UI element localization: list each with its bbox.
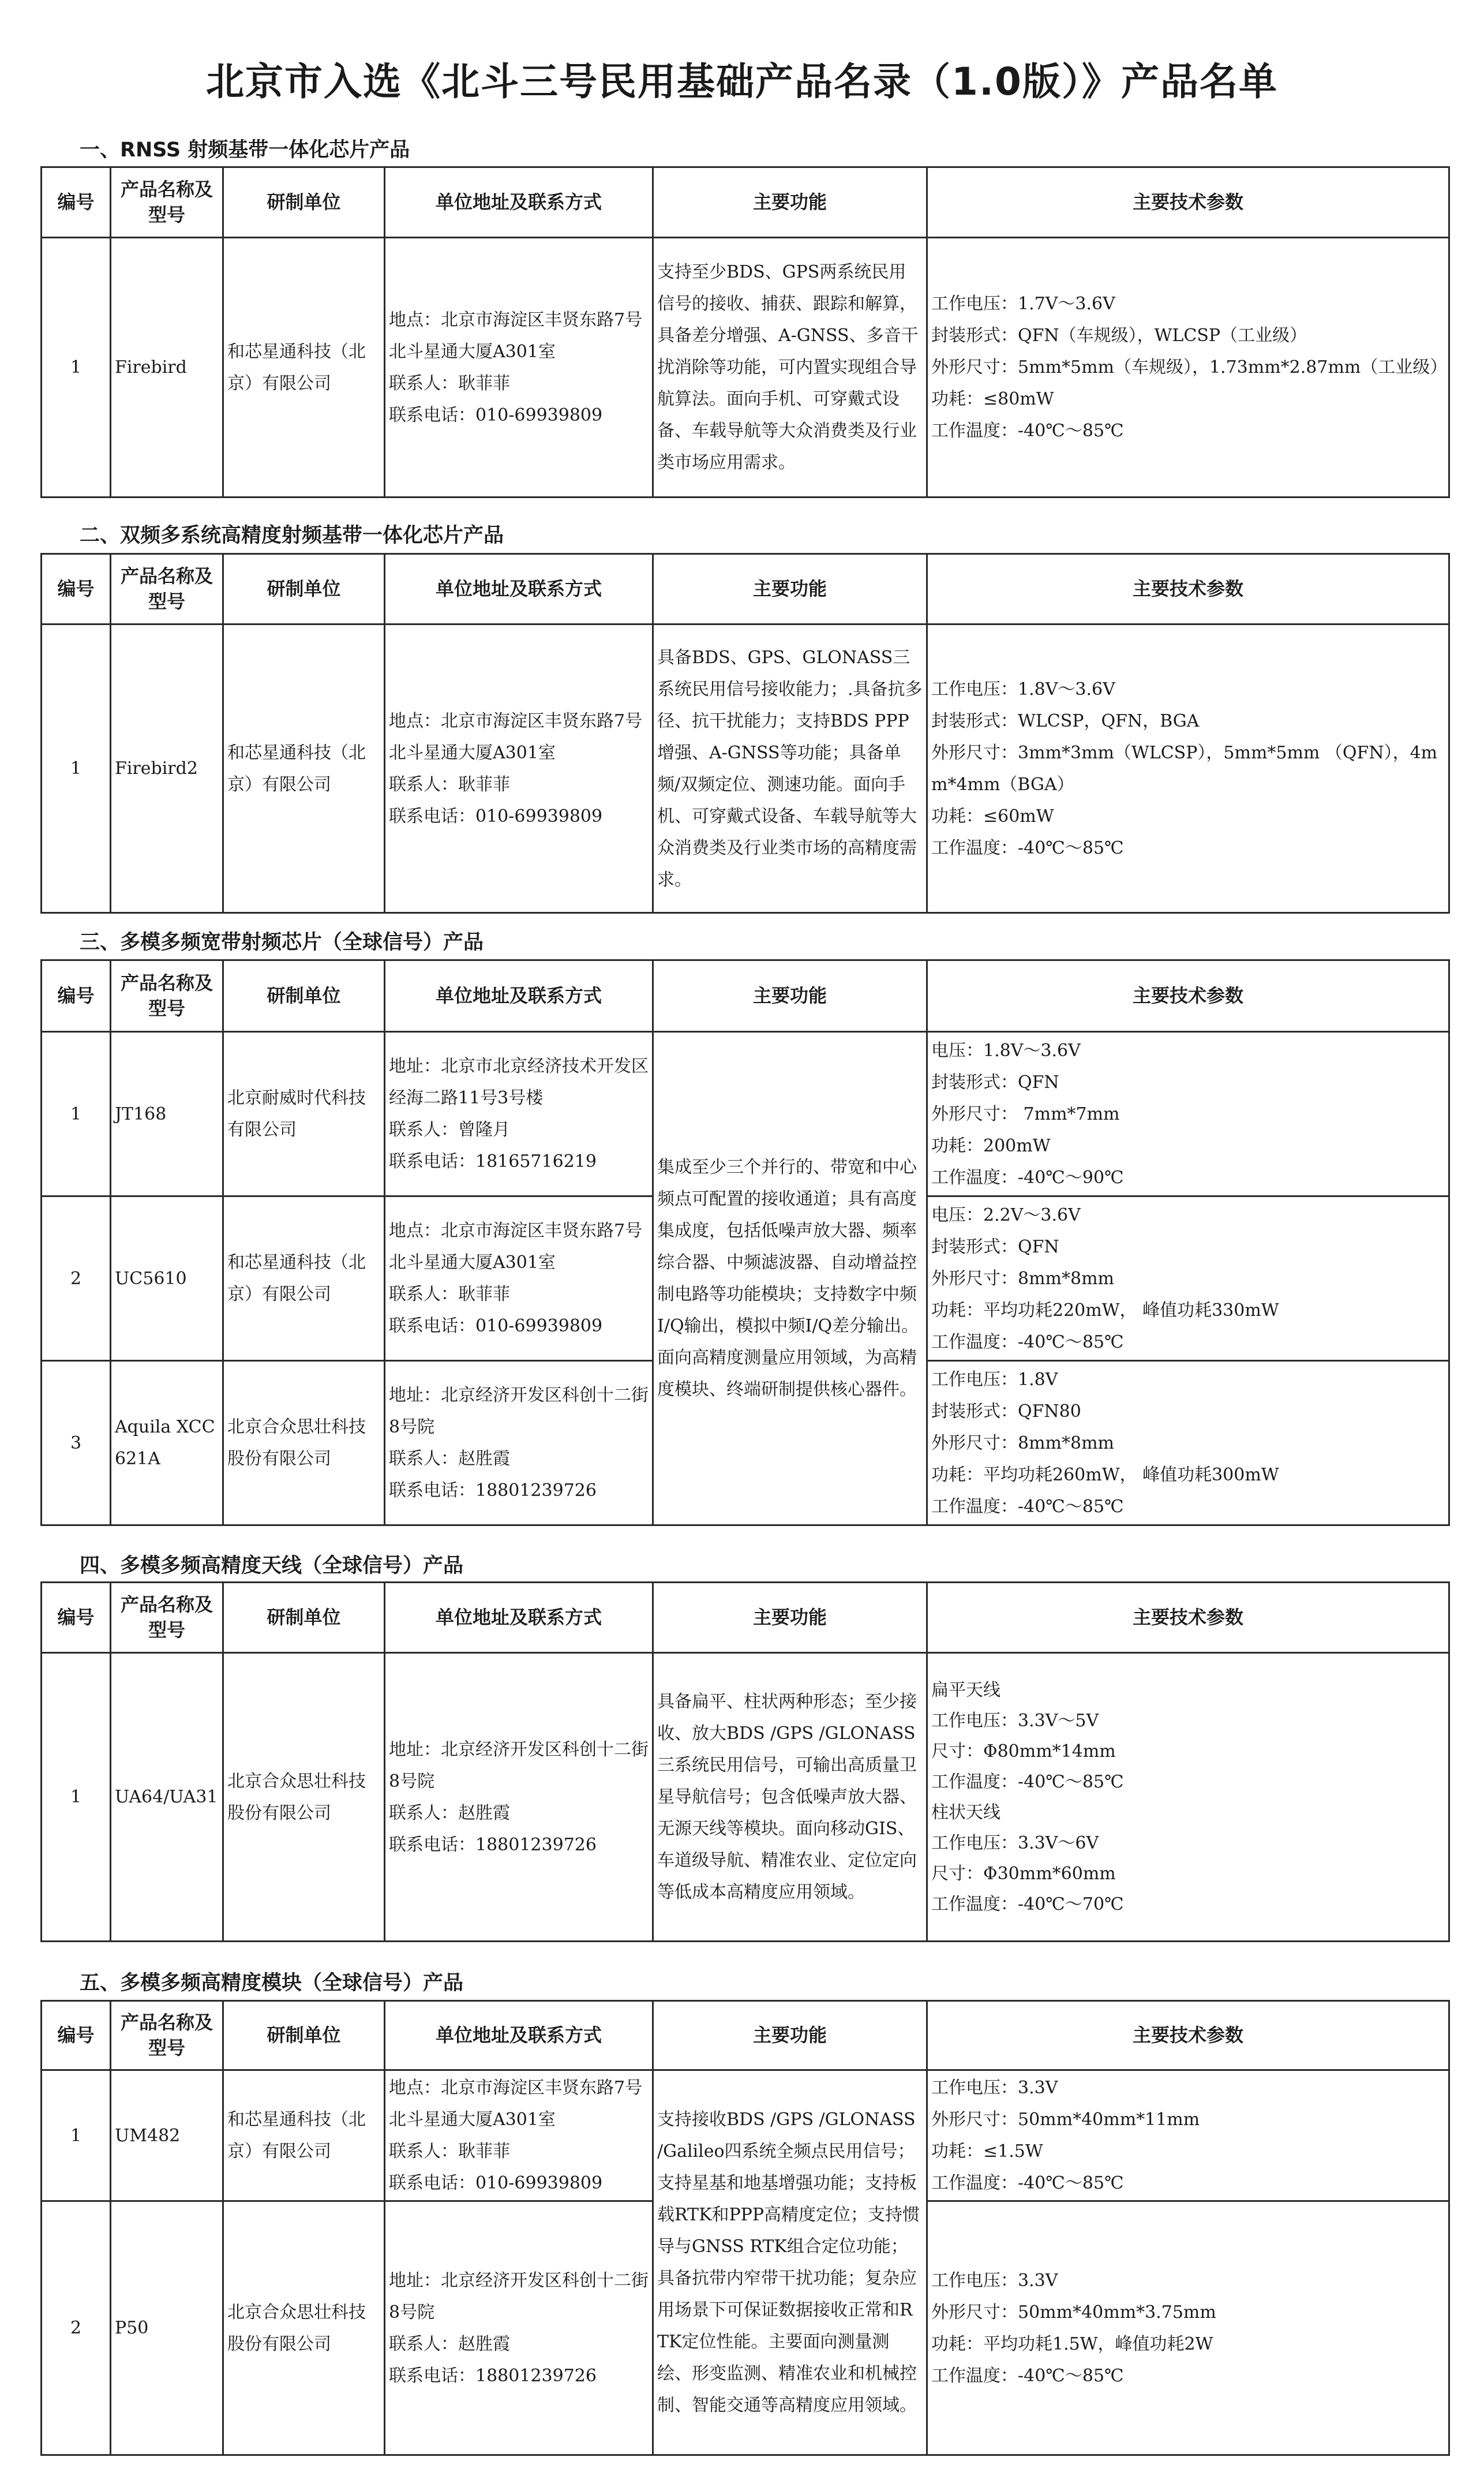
spec-line: 工作电压：1.7V～3.6V: [931, 294, 1115, 314]
row-number: 2: [42, 2201, 111, 2455]
tech-params: [927, 1653, 1449, 1942]
address-line: 地点：北京市海淀区丰贤东路7号北斗星通大厦A301室: [389, 1221, 643, 1273]
section-heading-1: 一、RNSS 射频基带一体化芯片产品: [80, 139, 410, 162]
product-table-2: [40, 553, 1450, 914]
spec-line: 外形尺寸：50mm*40mm*11mm: [931, 2110, 1200, 2130]
contact-phone: 联系电话：010-69939809: [389, 806, 603, 827]
table-header-row: [42, 960, 1449, 1032]
contact-info: [385, 1196, 653, 1361]
product-table-4: [40, 1581, 1450, 1942]
header-unit: 研制单位: [223, 554, 385, 624]
header-no: 编号: [42, 960, 111, 1032]
contact-info: [385, 624, 653, 913]
spec-line: 工作温度：-40℃～85℃: [931, 1332, 1124, 1352]
header-unit: 研制单位: [223, 167, 385, 238]
contact-person: 联系人：耿菲菲: [389, 2141, 510, 2161]
header-no: 编号: [42, 2001, 111, 2070]
tech-params: [927, 238, 1449, 498]
contact-phone: 联系电话：18801239726: [389, 1834, 597, 1855]
spec-line: 工作温度：-40℃～90℃: [931, 1167, 1124, 1188]
product-model: UA64/UA31: [111, 1653, 223, 1942]
header-params: 主要技术参数: [927, 2001, 1449, 2070]
spec-line: 电压：2.2V～3.6V: [931, 1205, 1081, 1225]
spec-line: 工作电压：3.3V: [931, 2078, 1058, 2098]
spec-line: 封装形式：QFN80: [931, 1401, 1081, 1422]
spec-line: 工作电压：3.3V～6V: [931, 1833, 1099, 1853]
spec-line: 工作温度：-40℃～85℃: [931, 2173, 1124, 2193]
header-params: 主要技术参数: [927, 554, 1449, 624]
address-line: 地点：北京市海淀区丰贤东路7号北斗星通大厦A301室: [389, 710, 643, 763]
header-contact: 单位地址及联系方式: [385, 167, 653, 238]
product-model: UM482: [111, 2070, 223, 2201]
contact-phone: 联系电话：18801239726: [389, 2365, 597, 2386]
tech-params: [927, 1196, 1449, 1361]
spec-line: 工作电压：3.3V: [931, 2270, 1058, 2291]
spec-line: 封装形式：WLCSP，QFN，BGA: [931, 710, 1200, 731]
section-heading-3: 三、多模多频宽带射频芯片（全球信号）产品: [80, 931, 484, 954]
spec-line: 外形尺寸：5mm*5mm（车规级），1.73mm*2.87mm（工业级）: [931, 357, 1448, 377]
spec-line: 功耗：平均功耗1.5W，峰值功耗2W: [931, 2333, 1213, 2354]
header-contact: 单位地址及联系方式: [385, 554, 653, 624]
spec-line: 工作温度：-40℃～85℃: [931, 837, 1124, 858]
spec-line: 工作温度：-40℃～85℃: [931, 1496, 1124, 1517]
contact-person: 联系人：赵胜霞: [389, 1802, 510, 1823]
row-number: 1: [42, 2070, 111, 2201]
spec-line: 外形尺寸：8mm*8mm: [931, 1268, 1114, 1289]
page-title: 北京市入选《北斗三号民用基础产品名录（1.0版）》产品名单: [206, 59, 1278, 104]
spec-line: 工作电压：3.3V～5V: [931, 1710, 1099, 1731]
contact-phone: 联系电话：18801239726: [389, 1480, 597, 1501]
spec-line: 封装形式：QFN（车规级），WLCSP（工业级）: [931, 326, 1307, 346]
table-header-row: [42, 2001, 1449, 2070]
product-table-3: [40, 959, 1450, 1526]
header-unit: 研制单位: [223, 2001, 385, 2070]
spec-line: 外形尺寸：3mm*3mm（WLCSP），5mm*5mm （QFN），4mm*4mm（BGA）: [931, 742, 1438, 795]
table-header-row: [42, 554, 1449, 624]
spec-line: 功耗：平均功耗220mW， 峰值功耗330mW: [931, 1300, 1279, 1321]
header-params: 主要技术参数: [927, 167, 1449, 238]
header-function: 主要功能: [653, 960, 927, 1032]
address-line: 地址：北京经济开发区科创十二街8号院: [389, 1385, 649, 1437]
product-model: JT168: [111, 1032, 223, 1196]
developer-unit: 北京合众思壮科技股份有限公司: [223, 1361, 385, 1525]
table-row: [42, 1032, 1449, 1196]
contact-person: 联系人：耿菲菲: [389, 1284, 510, 1304]
developer-unit: 和芯星通科技（北京）有限公司: [223, 1196, 385, 1361]
header-params: 主要技术参数: [927, 1583, 1449, 1653]
product-model: Aquila XCC621A: [111, 1361, 223, 1525]
spec-line: 工作电压：1.8V: [931, 1369, 1058, 1390]
address-line: 地址：北京市北京经济技术开发区经海二路11号3号楼: [389, 1056, 649, 1108]
contact-person: 联系人：耿菲菲: [389, 774, 510, 795]
developer-unit: 北京合众思壮科技股份有限公司: [223, 2201, 385, 2455]
table-row: [42, 238, 1449, 498]
main-function: 具备BDS、GPS、GLONASS三系统民用信号接收能力；.具备抗多径、抗干扰能力；支持BDS PPP增强、A-GNSS等功能；具备单频/双频定位、测速功能。面向手机、可穿戴式设备、车载导航等大众消费类及行业类市场的高精度需求。: [653, 624, 927, 913]
spec-line: 封装形式：QFN: [931, 1072, 1059, 1093]
row-number: 1: [42, 238, 111, 498]
spec-line: 外形尺寸：8mm*8mm: [931, 1433, 1114, 1453]
main-function: 支持至少BDS、GPS两系统民用信号的接收、捕获、跟踪和解算，具备差分增强、A-GNSS、多音干扰消除等功能，可内置实现组合导航算法。面向手机、可穿戴式设备、车载导航等大众消费类及行业类市场应用需求。: [653, 238, 927, 498]
contact-person: 联系人：耿菲菲: [389, 373, 510, 394]
spec-line: 尺寸：Φ30mm*60mm: [931, 1863, 1116, 1884]
product-model: Firebird: [111, 238, 223, 498]
spec-line: 工作温度：-40℃～85℃: [931, 421, 1124, 441]
header-function: 主要功能: [653, 1583, 927, 1653]
product-model: Firebird2: [111, 624, 223, 913]
table-row: [42, 1653, 1449, 1942]
spec-line: 功耗：≤1.5W: [931, 2141, 1043, 2161]
product-model: UC5610: [111, 1196, 223, 1361]
header-no: 编号: [42, 1583, 111, 1653]
header-function: 主要功能: [653, 2001, 927, 2070]
address-line: 地址：北京经济开发区科创十二街8号院: [389, 1739, 649, 1792]
tech-params: [927, 1361, 1449, 1525]
spec-line: 柱状天线: [931, 1802, 1000, 1823]
header-product: 产品名称及型号: [111, 960, 223, 1032]
header-unit: 研制单位: [223, 960, 385, 1032]
section-heading-2: 二、双频多系统高精度射频基带一体化芯片产品: [80, 524, 504, 547]
spec-line: 功耗：≤80mW: [931, 389, 1054, 409]
spec-line: 工作电压：1.8V～3.6V: [931, 679, 1115, 700]
table-header-row: [42, 1583, 1449, 1653]
contact-phone: 联系电话：010-69939809: [389, 1316, 603, 1336]
header-contact: 单位地址及联系方式: [385, 960, 653, 1032]
header-contact: 单位地址及联系方式: [385, 2001, 653, 2070]
header-unit: 研制单位: [223, 1583, 385, 1653]
header-params: 主要技术参数: [927, 960, 1449, 1032]
spec-line: 外形尺寸： 7mm*7mm: [931, 1104, 1120, 1124]
spec-line: 扁平天线: [931, 1680, 1000, 1700]
tech-params: [927, 2070, 1449, 2201]
product-table-1: [40, 166, 1450, 498]
row-number: 3: [42, 1361, 111, 1525]
contact-info: [385, 238, 653, 498]
row-number: 1: [42, 1032, 111, 1196]
main-function: 具备扁平、柱状两种形态；至少接收、放大BDS /GPS /GLONASS三系统民用信号，可输出高质量卫星导航信号；包含低噪声放大器、无源天线等模块。面向移动GIS、车道级导航、精准农业、定位定向等低成本高精度应用领域。: [653, 1653, 927, 1942]
spec-line: 封装形式：QFN: [931, 1236, 1059, 1257]
contact-info: [385, 1032, 653, 1196]
contact-info: [385, 2070, 653, 2201]
spec-line: 外形尺寸：50mm*40mm*3.75mm: [931, 2302, 1216, 2323]
header-product: 产品名称及型号: [111, 167, 223, 238]
section-heading-4: 四、多模多频高精度天线（全球信号）产品: [80, 1554, 464, 1577]
product-table-5: [40, 2000, 1450, 2456]
contact-phone: 联系电话：010-69939809: [389, 405, 603, 425]
contact-info: [385, 1361, 653, 1525]
developer-unit: 和芯星通科技（北京）有限公司: [223, 2070, 385, 2201]
tech-params: [927, 1032, 1449, 1196]
header-function: 主要功能: [653, 167, 927, 238]
spec-line: 功耗：平均功耗260mW， 峰值功耗300mW: [931, 1464, 1279, 1485]
table-row: [42, 2070, 1449, 2201]
spec-line: 工作温度：-40℃～85℃: [931, 2365, 1124, 2386]
header-product: 产品名称及型号: [111, 554, 223, 624]
main-function: 支持接收BDS /GPS /GLONASS /Galileo四系统全频点民用信号；支持星基和地基增强功能；支持板载RTK和PPP高精度定位；支持惯导与GNSS RTK组合定位功能；具备抗带内窄带干扰功能；复杂应用场景下可保证数据接收正常和RTK定位性能。主要面向测量测绘、形变监测、精准农业和机械控制、智能交通等高精度应用领域。: [653, 2070, 927, 2455]
row-number: 1: [42, 624, 111, 913]
table-header-row: [42, 167, 1449, 238]
contact-info: [385, 2201, 653, 2455]
table-row: [42, 624, 1449, 913]
section-heading-5: 五、多模多频高精度模块（全球信号）产品: [80, 1972, 464, 1995]
spec-line: 功耗：200mW: [931, 1135, 1051, 1156]
header-contact: 单位地址及联系方式: [385, 1583, 653, 1653]
product-model: P50: [111, 2201, 223, 2455]
row-number: 1: [42, 1653, 111, 1942]
spec-line: 工作温度：-40℃～85℃: [931, 1771, 1124, 1792]
spec-line: 工作温度：-40℃～70℃: [931, 1894, 1124, 1914]
spec-line: 尺寸：Φ80mm*14mm: [931, 1741, 1116, 1762]
address-line: 地址：北京经济开发区科创十二街8号院: [389, 2270, 649, 2323]
header-no: 编号: [42, 167, 111, 238]
tech-params: [927, 2201, 1449, 2455]
contact-phone: 联系电话：18165716219: [389, 1151, 597, 1172]
header-no: 编号: [42, 554, 111, 624]
header-product: 产品名称及型号: [111, 1583, 223, 1653]
tech-params: [927, 624, 1449, 913]
spec-line: 电压：1.8V～3.6V: [931, 1040, 1081, 1061]
contact-person: 联系人：赵胜霞: [389, 2333, 510, 2354]
address-line: 地点：北京市海淀区丰贤东路7号北斗星通大厦A301室: [389, 309, 643, 362]
row-number: 2: [42, 1196, 111, 1361]
address-line: 地点：北京市海淀区丰贤东路7号北斗星通大厦A301室: [389, 2078, 643, 2130]
contact-phone: 联系电话：010-69939809: [389, 2173, 603, 2193]
developer-unit: 北京耐威时代科技有限公司: [223, 1032, 385, 1196]
developer-unit: 和芯星通科技（北京）有限公司: [223, 238, 385, 498]
developer-unit: 和芯星通科技（北京）有限公司: [223, 624, 385, 913]
header-function: 主要功能: [653, 554, 927, 624]
header-product: 产品名称及型号: [111, 2001, 223, 2070]
contact-person: 联系人：赵胜霞: [389, 1449, 510, 1469]
main-function: 集成至少三个并行的、带宽和中心频点可配置的接收通道；具有高度集成度，包括低噪声放大器、频率综合器、中频滤波器、自动增益控制电路等功能模块；支持数字中频I/Q输出，模拟中频I/Q差分输出。面向高精度测量应用领域，为高精度模块、终端研制提供核心器件。: [653, 1032, 927, 1525]
developer-unit: 北京合众思壮科技股份有限公司: [223, 1653, 385, 1942]
contact-person: 联系人：曾隆月: [389, 1120, 510, 1140]
spec-line: 功耗：≤60mW: [931, 806, 1054, 827]
contact-info: [385, 1653, 653, 1942]
